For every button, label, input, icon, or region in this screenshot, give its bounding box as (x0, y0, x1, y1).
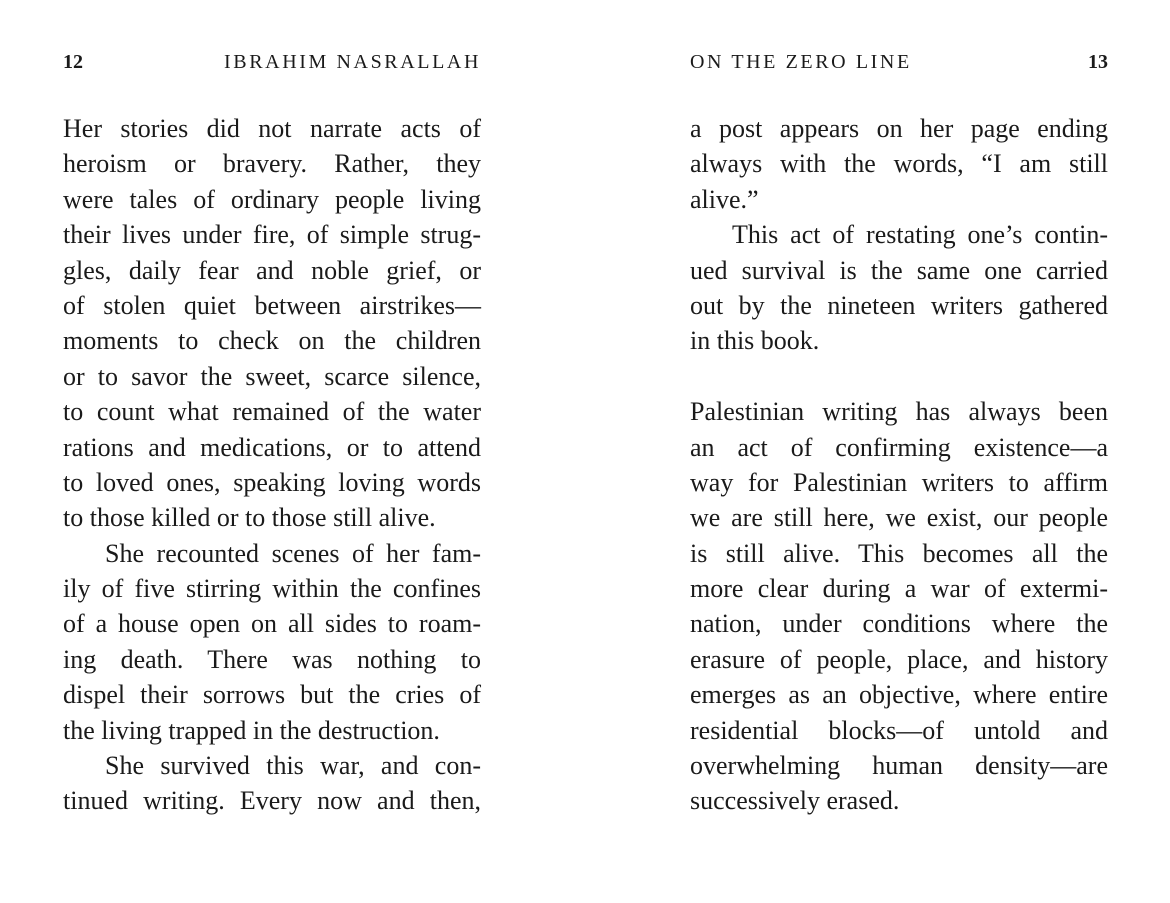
text-line: She recounted scenes of her fam- (105, 538, 481, 568)
text-line: way for Palestinian writers to affirm (690, 467, 1108, 497)
paragraph-continued (690, 111, 1108, 217)
right-page (690, 0, 1108, 903)
left-page (63, 0, 481, 903)
text-line: nation, under conditions where the (690, 609, 1108, 639)
text-line: moments to check on the children (63, 326, 481, 356)
text-line: we are still here, we exist, our people (690, 503, 1108, 533)
text-line: gles, daily fear and noble grief, or (63, 255, 481, 285)
text-line: to those killed or to those still alive. (63, 503, 436, 533)
text-line: rations and medications, or to attend (63, 432, 481, 462)
text-line: ued survival is the same one carried (690, 255, 1108, 285)
text-line: or to savor the sweet, scarce silence, (63, 361, 481, 391)
text-line: out by the nineteen writers gathered (690, 290, 1108, 320)
text-line: always with the words, “I am still (690, 149, 1108, 179)
text-line: the living trapped in the destruction. (63, 715, 440, 745)
text-line: Palestinian writing has always been (690, 397, 1108, 427)
text-line: more clear during a war of extermi- (690, 574, 1108, 604)
text-line: in this book. (690, 326, 820, 356)
paragraph-4 (690, 217, 1108, 359)
paragraph-1 (63, 111, 481, 536)
text-line: a post appears on her page ending (690, 114, 1108, 143)
right-page-body (690, 111, 1108, 819)
text-line: This act of restating one’s contin- (732, 220, 1108, 250)
text-line: an act of confirming existence—a (690, 432, 1108, 462)
text-line: alive.” (690, 184, 759, 214)
text-line: emerges as an objective, where entire (690, 680, 1108, 710)
text-line: Her stories did not narrate acts of (63, 114, 481, 143)
text-line: to count what remained of the water (63, 397, 481, 427)
text-line: She survived this war, and con- (105, 751, 481, 781)
paragraph-5 (690, 394, 1108, 819)
text-line: were tales of ordinary people living (63, 184, 481, 214)
text-line: of a house open on all sides to roam- (63, 609, 481, 639)
text-line: dispel their sorrows but the cries of (63, 680, 481, 710)
text-line: overwhelming human density—are (690, 751, 1108, 781)
text-line: ing death. There was nothing to (63, 644, 481, 674)
text-line: their lives under fire, of simple strug- (63, 220, 481, 250)
text-line: of stolen quiet between airstrikes— (63, 290, 481, 320)
text-line: to loved ones, speaking loving words (63, 467, 481, 497)
page-number-left: 12 (63, 51, 83, 73)
text-line: ily of five stirring within the confines (63, 574, 481, 604)
page-number-right: 13 (1088, 51, 1108, 73)
text-line: tinued writing. Every now and then, (63, 786, 481, 816)
text-line: successively erased. (690, 786, 900, 816)
paragraph-2 (63, 536, 481, 748)
section-break (690, 359, 1108, 394)
left-running-head (63, 48, 481, 76)
text-line: residential blocks—of untold and (690, 715, 1108, 745)
title-running-head: ON THE ZERO LINE (690, 51, 912, 73)
text-line: erasure of people, place, and history (690, 644, 1108, 674)
author-running-head: IBRAHIM NASRALLAH (224, 51, 481, 73)
right-running-head (690, 48, 1108, 76)
left-page-body (63, 111, 481, 819)
paragraph-3 (63, 748, 481, 819)
text-line: heroism or bravery. Rather, they (63, 149, 481, 179)
text-line: is still alive. This becomes all the (690, 538, 1108, 568)
